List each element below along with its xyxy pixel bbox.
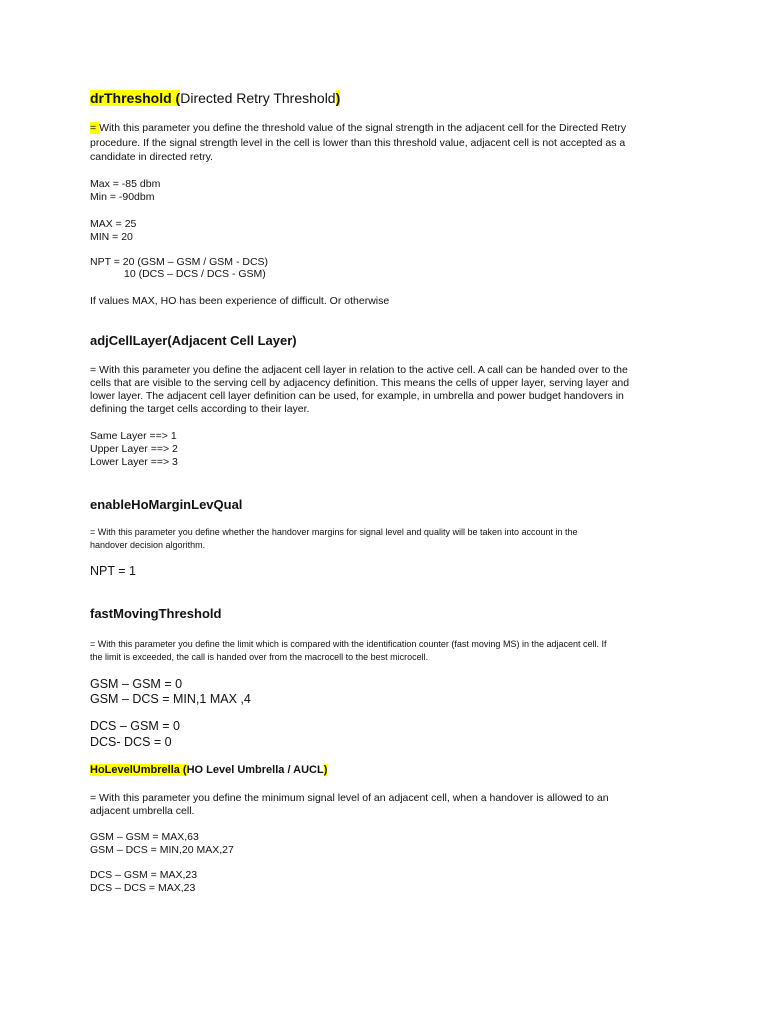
fastmoving-dcs-gsm: DCS – GSM = 0 [90, 719, 180, 733]
drthreshold-note: If values MAX, HO has been experience of difficult. Or otherwise [90, 295, 390, 307]
heading-adjcelllayer: adjCellLayer(Adjacent Cell Layer) [90, 333, 297, 348]
heading-drthreshold-code: drThreshold ( [90, 90, 181, 106]
fastmoving-gsm-dcs: GSM – DCS = MIN,1 MAX ,4 [90, 692, 251, 706]
heading-fastmovingthreshold: fastMovingThreshold [90, 606, 222, 621]
drthreshold-para-line-3: candidate in directed retry. [90, 151, 213, 163]
heading-drthreshold-close: ) [335, 90, 341, 106]
adjcelllayer-para-line-3: lower layer. The adjacent cell layer definition can be used, for example, in umbrella and power budget handovers in [90, 390, 624, 402]
holevelumbrella-dcs-dcs: DCS – DCS = MAX,23 [90, 882, 196, 894]
adjcelllayer-upper-layer: Upper Layer ==> 2 [90, 443, 178, 455]
adjcelllayer-para-line-2: cells that are visible to the serving cell by adjacency definition. This means the cells of upper layer, serving layer and [90, 377, 630, 389]
drthreshold-para-line-2: procedure. If the signal strength level in the cell is lower than this threshold value, adjacent cell is not accepted as a [90, 137, 626, 149]
fastmoving-para-line-1: = With this parameter you define the limit which is compared with the identification counter (fast moving MS) in the adjacent cell. If [90, 639, 607, 649]
enablehomargin-para-line-2: handover decision algorithm. [90, 540, 206, 550]
fastmoving-gsm-gsm: GSM – GSM = 0 [90, 677, 183, 691]
drthreshold-max-value: MAX = 25 [90, 218, 137, 230]
fastmoving-para-line-2: the limit is exceeded, the call is handed over from the macrocell to the best microcell. [90, 652, 429, 662]
adjcelllayer-para-line-1: = With this parameter you define the adjacent cell layer in relation to the active cell. A call can be handed over to the [90, 364, 628, 376]
drthreshold-min-value: MIN = 20 [90, 231, 133, 243]
holevelumbrella-para-line-1: = With this parameter you define the minimum signal level of an adjacent cell, when a handover is allowed to an [90, 792, 609, 804]
drthreshold-max-dbm: Max = -85 dbm [90, 178, 161, 190]
eq-mark: = [90, 122, 100, 134]
heading-holevelumbrella-desc: HO Level Umbrella / AUCL [186, 764, 324, 776]
holevelumbrella-gsm-gsm: GSM – GSM = MAX,63 [90, 831, 199, 843]
drthreshold-para-text-1: With this parameter you define the threshold value of the signal strength in the adjacent cell for the Directed Retry [99, 122, 627, 134]
holevelumbrella-para-line-2: adjacent umbrella cell. [90, 805, 195, 817]
heading-drthreshold [90, 89, 340, 107]
adjcelllayer-same-layer: Same Layer ==> 1 [90, 430, 177, 442]
enablehomargin-para-line-1: = With this parameter you define whether the handover margins for signal level and quality will be taken into account in the [90, 527, 578, 537]
drthreshold-npt-line-2: 10 (DCS – DCS / DCS - GSM) [124, 268, 266, 280]
drthreshold-min-dbm: Min = -90dbm [90, 191, 155, 203]
adjcelllayer-para-line-4: defining the target cells according to their layer. [90, 403, 310, 415]
holevelumbrella-gsm-dcs: GSM – DCS = MIN,20 MAX,27 [90, 844, 234, 856]
drthreshold-para-line-1 [90, 122, 626, 135]
holevelumbrella-dcs-gsm: DCS – GSM = MAX,23 [90, 869, 198, 881]
heading-enablehomarginlevqual: enableHoMarginLevQual [90, 497, 243, 512]
heading-holevelumbrella-close: ) [323, 764, 328, 776]
drthreshold-npt-line-1: NPT = 20 (GSM – GSM / GSM - DCS) [90, 256, 269, 268]
adjcelllayer-lower-layer: Lower Layer ==> 3 [90, 456, 178, 468]
heading-drthreshold-desc: Directed Retry Threshold [180, 90, 336, 106]
heading-holevelumbrella-code: HoLevelUmbrella ( [90, 764, 187, 776]
enablehomargin-npt: NPT = 1 [90, 564, 136, 578]
fastmoving-dcs-dcs: DCS- DCS = 0 [90, 735, 172, 749]
heading-holevelumbrella [90, 763, 327, 777]
